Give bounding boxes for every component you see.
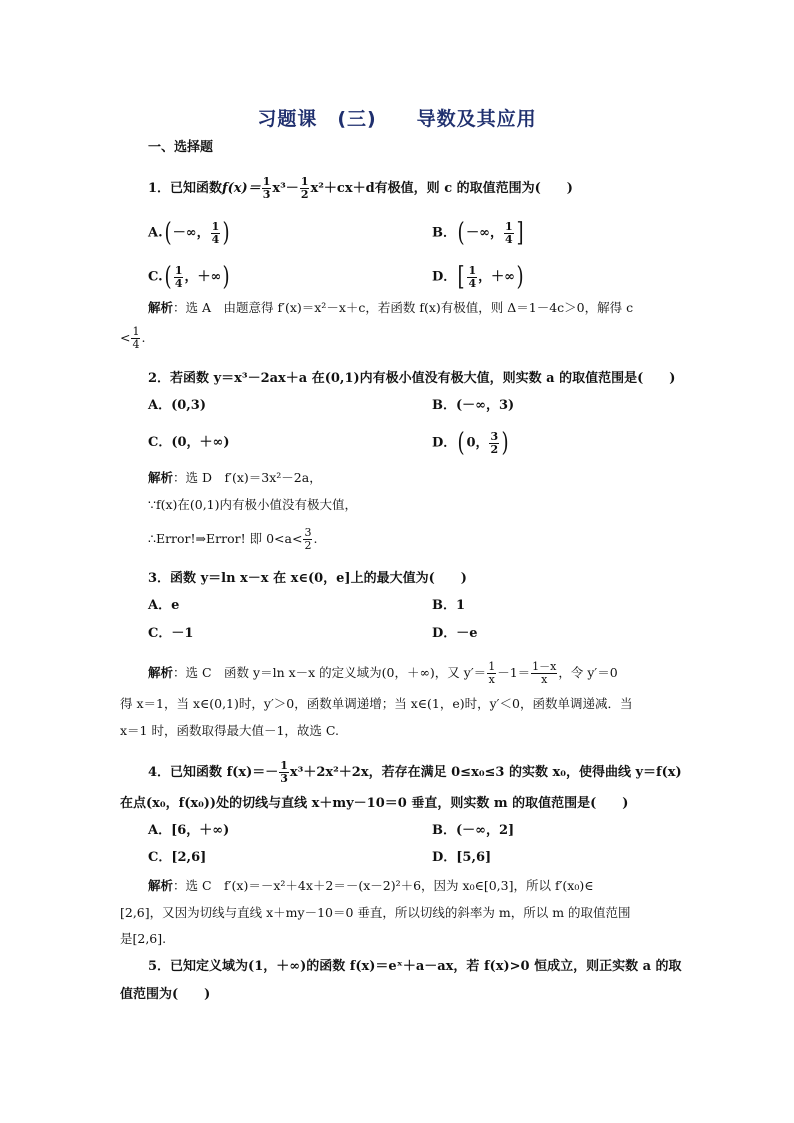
q1-option-c: C.( $\frac{1}{4}$ ，＋∞): [148, 262, 230, 292]
section-heading: 一、选择题: [148, 140, 214, 155]
q4-stem: 4．已知函数 f(x)＝－ $\frac{1}{3}$ x³＋2x²＋2x，若存在满足 0≤x₀≤3 的实数 x₀，使得曲线 y＝f(x): [148, 759, 682, 785]
q2-stem: 2．若函数 y＝x³－2ax＋a 在(0,1)内有极小值没有极大值，则实数 a 的取值范围是( ): [148, 371, 676, 386]
q3-option-b: B．1: [432, 598, 466, 613]
q2-option-b: B．(－∞，3): [432, 398, 515, 413]
q3-solution-line3: x＝1 时，函数取得最大值－1，故选 C.: [120, 723, 339, 738]
q1-option-a: A.( －∞， $\frac{1}{4}$ ): [148, 218, 230, 248]
q4-option-d: D．[5,6]: [432, 850, 492, 865]
q3-solution-line2: 得 x＝1，当 x∈(0,1)时，y′＞0，函数单调递增；当 x∈(1，e)时，y′＜0，函数单调递减．当: [120, 696, 633, 711]
q1-option-d: D．[ $\frac{1}{4}$ ，＋∞): [432, 262, 524, 292]
q1-frac-1-3: $\frac{1}{3}$: [262, 175, 271, 201]
q4-option-c: C．[2,6]: [148, 850, 207, 865]
q3-option-c: C．－1: [148, 626, 194, 641]
q3-option-a: A．e: [148, 598, 180, 613]
q1-option-b: B．( －∞， $\frac{1}{4}$ ]: [432, 218, 524, 248]
q4-option-a: A．[6，＋∞): [148, 823, 230, 838]
q2-option-d: D．( 0， $\frac{3}{2}$ ): [432, 428, 509, 458]
q1-frac-1-2: $\frac{1}{2}$: [300, 175, 309, 201]
q4-solution: 解析：选 C f′(x)＝－x²＋4x＋2＝－(x－2)²＋6，因为 x₀∈[0,3]，所以 f′(x₀)∈: [148, 878, 594, 893]
q4-solution-line2: [2,6]，又因为切线与直线 x＋my－10＝0 垂直，所以切线的斜率为 m，所以 m 的取值范围: [120, 905, 631, 920]
q1-solution-tail: < $\frac{1}{4}$ .: [120, 325, 146, 351]
q1-solution: 解析：选 A 由题意得 f′(x)＝x²－x＋c，若函数 f(x)有极值，则 Δ＝1－4c＞0，解得 c: [148, 300, 634, 315]
q3-option-d: D．－e: [432, 626, 478, 641]
q4-stem-line2: 在点(x₀，f(x₀))处的切线与直线 x＋my－10＝0 垂直，则实数 m 的取值范围是( ): [120, 796, 629, 811]
q3-stem: 3．函数 y＝ln x－x 在 x∈(0，e]上的最大值为( ): [148, 571, 467, 586]
q2-solution-line2: ∵f(x)在(0,1)内有极小值没有极大值，: [148, 497, 358, 512]
q2-solution: 解析：选 D f′(x)＝3x²－2a，: [148, 470, 322, 485]
q4-solution-line3: 是[2,6].: [120, 931, 167, 946]
page-title: 习题课 (三) 导数及其应用: [257, 108, 537, 130]
q2-option-a: A．(0,3): [148, 398, 207, 413]
q5-stem-line2: 值范围为( ): [120, 987, 211, 1002]
q2-option-c: C．(0，＋∞): [148, 435, 230, 450]
q3-solution: 解析：选 C 函数 y＝ln x－x 的定义域为(0，＋∞)，又 y′＝ $\frac{1}{x}$ －1＝ $\frac{1-x}{x}$ ，令 y′＝0: [148, 660, 618, 686]
q2-solution-line3: ∴Error!⇒Error! 即 0<a< $\frac{3}{2}$ .: [148, 526, 318, 552]
q4-option-b: B．(－∞，2]: [432, 823, 515, 838]
q1-stem: 1．已知函数f(x)＝ $\frac{1}{3}$ x³－ $\frac{1}{2}$ x²＋cx＋d有极值，则 c 的取值范围为( ): [148, 175, 573, 201]
q5-stem: 5．已知定义域为(1，＋∞)的函数 f(x)＝eˣ＋a－ax，若 f(x)>0 恒成立，则正实数 a 的取: [148, 959, 682, 974]
